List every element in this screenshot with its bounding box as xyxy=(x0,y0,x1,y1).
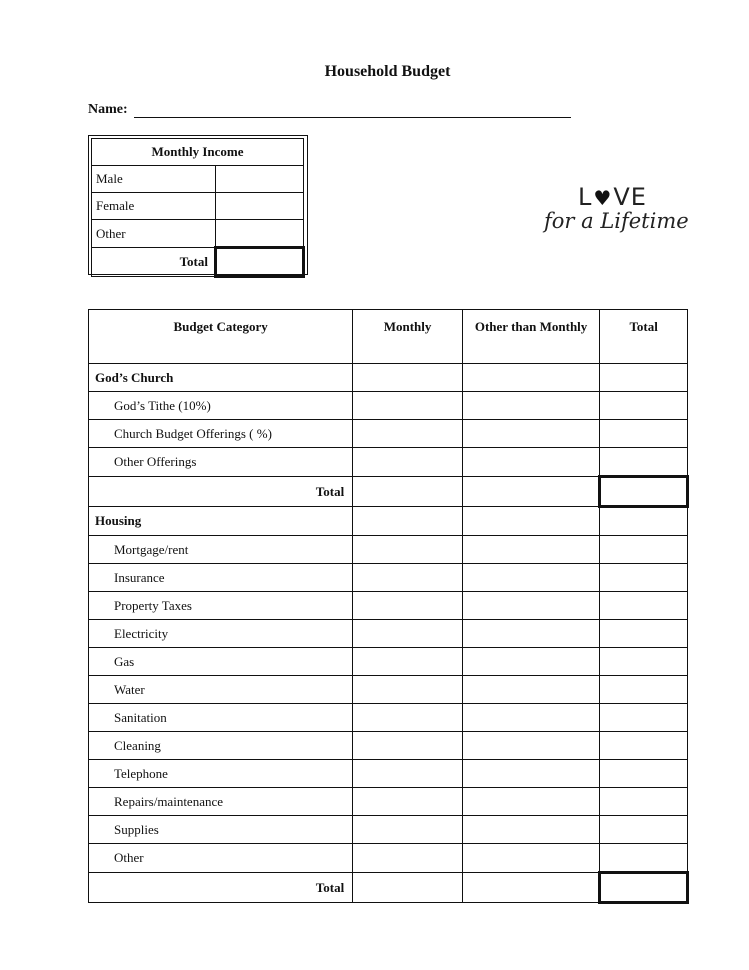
table-row xyxy=(89,704,688,732)
table-row xyxy=(89,816,688,844)
table-row xyxy=(89,392,688,420)
monthly-cell[interactable] xyxy=(353,448,463,477)
total-cell[interactable] xyxy=(600,844,688,873)
table-row xyxy=(89,648,688,676)
monthly-cell[interactable] xyxy=(353,676,463,704)
income-cell-male[interactable] xyxy=(216,166,304,193)
table-row xyxy=(89,788,688,816)
income-cell-female[interactable] xyxy=(216,193,304,220)
total-cell[interactable] xyxy=(600,732,688,760)
table-row xyxy=(89,592,688,620)
category-label: Repairs/maintenance xyxy=(89,788,353,816)
income-total-cell[interactable] xyxy=(216,248,304,277)
total-cell[interactable] xyxy=(600,564,688,592)
other-than-monthly-cell[interactable] xyxy=(462,816,599,844)
other-than-monthly-cell[interactable] xyxy=(462,364,599,392)
total-cell[interactable] xyxy=(600,788,688,816)
total-cell[interactable] xyxy=(600,592,688,620)
monthly-cell[interactable] xyxy=(353,704,463,732)
other-than-monthly-cell[interactable] xyxy=(462,536,599,564)
other-than-monthly-cell[interactable] xyxy=(462,392,599,420)
monthly-cell[interactable] xyxy=(353,844,463,873)
category-label: Gas xyxy=(89,648,353,676)
monthly-cell[interactable] xyxy=(353,392,463,420)
category-label: God’s Tithe (10%) xyxy=(89,392,353,420)
income-row-label: Female xyxy=(92,193,216,220)
category-label: Mortgage/rent xyxy=(89,536,353,564)
header-total: Total xyxy=(600,310,688,364)
total-cell[interactable] xyxy=(600,676,688,704)
category-label: Other Offerings xyxy=(89,448,353,477)
other-than-monthly-cell[interactable] xyxy=(462,648,599,676)
monthly-cell[interactable] xyxy=(353,420,463,448)
other-than-monthly-cell[interactable] xyxy=(462,564,599,592)
other-than-monthly-cell[interactable] xyxy=(462,620,599,648)
table-row xyxy=(89,620,688,648)
other-than-monthly-cell[interactable] xyxy=(462,873,599,903)
income-row-label: Male xyxy=(92,166,216,193)
total-cell[interactable] xyxy=(600,648,688,676)
total-cell[interactable] xyxy=(600,420,688,448)
total-cell[interactable] xyxy=(600,392,688,420)
monthly-cell[interactable] xyxy=(353,564,463,592)
other-than-monthly-cell[interactable] xyxy=(462,676,599,704)
income-header: Monthly Income xyxy=(92,139,304,166)
logo-tagline: for a Lifetime xyxy=(544,209,689,233)
category-label: Cleaning xyxy=(89,732,353,760)
section-row xyxy=(89,507,688,536)
category-label: Sanitation xyxy=(89,704,353,732)
section-total-box[interactable] xyxy=(600,873,688,903)
monthly-cell[interactable] xyxy=(353,536,463,564)
income-row-label: Other xyxy=(92,220,216,248)
table-row xyxy=(89,760,688,788)
table-row xyxy=(89,536,688,564)
total-cell[interactable] xyxy=(600,448,688,477)
monthly-cell[interactable] xyxy=(353,592,463,620)
table-row xyxy=(89,844,688,873)
income-cell-other[interactable] xyxy=(216,220,304,248)
total-cell[interactable] xyxy=(600,816,688,844)
other-than-monthly-cell[interactable] xyxy=(462,448,599,477)
section-row xyxy=(89,364,688,392)
other-than-monthly-cell[interactable] xyxy=(462,732,599,760)
logo-word: L♥VE xyxy=(578,183,647,211)
table-row xyxy=(89,732,688,760)
monthly-cell[interactable] xyxy=(353,816,463,844)
monthly-cell[interactable] xyxy=(353,620,463,648)
category-label: Church Budget Offerings ( %) xyxy=(89,420,353,448)
monthly-cell[interactable] xyxy=(353,760,463,788)
category-label: Water xyxy=(89,676,353,704)
category-label: Supplies xyxy=(89,816,353,844)
category-label: Property Taxes xyxy=(89,592,353,620)
monthly-cell[interactable] xyxy=(353,507,463,536)
monthly-cell[interactable] xyxy=(353,788,463,816)
category-label: Telephone xyxy=(89,760,353,788)
total-cell[interactable] xyxy=(600,364,688,392)
table-row xyxy=(89,420,688,448)
heart-icon: ♥ xyxy=(593,186,613,210)
name-row xyxy=(88,102,571,118)
section-label: God’s Church xyxy=(89,364,353,392)
monthly-income-table xyxy=(88,135,308,275)
table-row xyxy=(89,564,688,592)
monthly-cell[interactable] xyxy=(353,477,463,507)
total-cell[interactable] xyxy=(600,760,688,788)
category-label: Insurance xyxy=(89,564,353,592)
section-total-label: Total xyxy=(89,477,353,507)
other-than-monthly-cell[interactable] xyxy=(462,704,599,732)
total-cell[interactable] xyxy=(600,620,688,648)
category-label: Other xyxy=(89,844,353,873)
table-row xyxy=(89,448,688,477)
header-other-than-monthly: Other than Monthly xyxy=(462,310,599,364)
income-total-label: Total xyxy=(92,248,216,277)
other-than-monthly-cell[interactable] xyxy=(462,592,599,620)
section-total-row xyxy=(89,477,688,507)
name-label: Name: xyxy=(88,102,128,117)
total-cell[interactable] xyxy=(600,507,688,536)
other-than-monthly-cell[interactable] xyxy=(462,507,599,536)
budget-table xyxy=(88,309,689,904)
section-label: Housing xyxy=(89,507,353,536)
total-cell[interactable] xyxy=(600,536,688,564)
monthly-cell[interactable] xyxy=(353,873,463,903)
monthly-cell[interactable] xyxy=(353,732,463,760)
other-than-monthly-cell[interactable] xyxy=(462,477,599,507)
other-than-monthly-cell[interactable] xyxy=(462,760,599,788)
monthly-cell[interactable] xyxy=(353,364,463,392)
other-than-monthly-cell[interactable] xyxy=(462,788,599,816)
header-monthly: Monthly xyxy=(353,310,463,364)
name-field[interactable] xyxy=(134,103,571,118)
total-cell[interactable] xyxy=(600,704,688,732)
category-label: Electricity xyxy=(89,620,353,648)
header-budget-category: Budget Category xyxy=(89,310,353,364)
page-title: Household Budget xyxy=(324,63,451,80)
other-than-monthly-cell[interactable] xyxy=(462,420,599,448)
table-row xyxy=(89,676,688,704)
other-than-monthly-cell[interactable] xyxy=(462,844,599,873)
love-for-a-lifetime-logo xyxy=(540,183,690,243)
section-total-row xyxy=(89,873,688,903)
monthly-cell[interactable] xyxy=(353,648,463,676)
section-total-label: Total xyxy=(89,873,353,903)
section-total-box[interactable] xyxy=(600,477,688,507)
